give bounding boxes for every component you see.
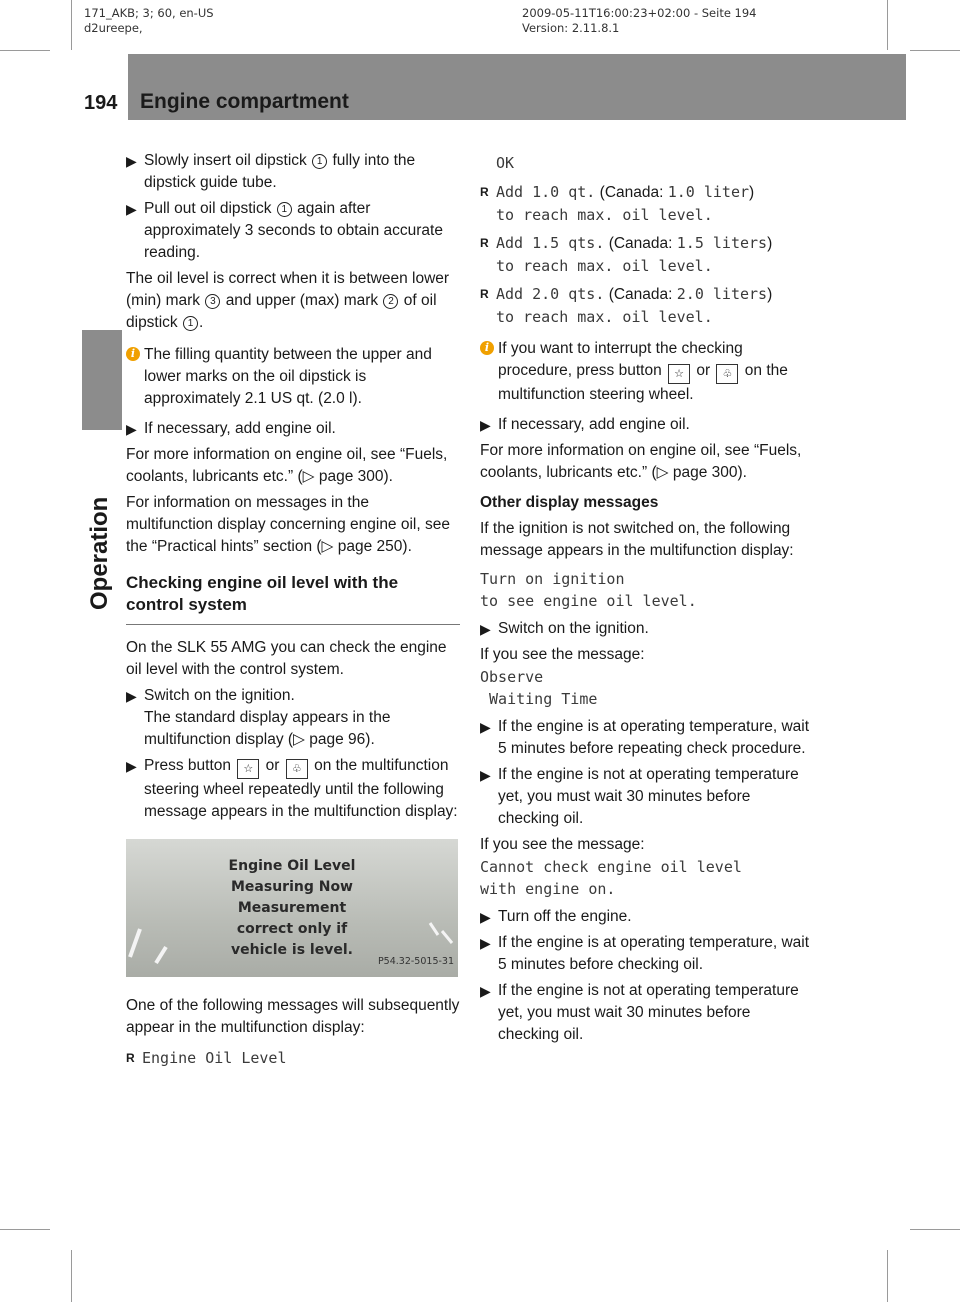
paragraph: One of the following messages will subsequently appear in the multifunction display: xyxy=(126,997,460,1036)
paragraph: For more information on engine oil, see “Fuels, coolants, lubricants etc.” (▷ page 300). xyxy=(126,446,448,485)
bullet-icon: R xyxy=(480,287,489,301)
arrow-icon: ▶ xyxy=(480,719,491,735)
arrow-icon: ▶ xyxy=(480,909,491,925)
star-button-icon: ☆ xyxy=(668,364,690,384)
display-line: correct only if xyxy=(236,921,348,937)
list-item: R Add 1.0 qt. (Canada: 1.0 liter) to reach max. oil level. xyxy=(480,183,755,224)
display-message: Observe Waiting Time xyxy=(480,668,598,708)
arrow-icon: ▶ xyxy=(126,201,137,217)
crop-mark xyxy=(71,0,72,50)
list-item: R Engine Oil Level xyxy=(126,1049,287,1067)
instruction-step: ▶ If the engine is not at operating temperature yet, you must wait 30 minutes before checking oil. xyxy=(480,766,799,827)
list-item: R Add 1.5 qts. (Canada: 1.5 liters) to reach max. oil level. xyxy=(480,234,773,275)
display-message: Cannot check engine oil level with engine on. xyxy=(480,858,742,898)
arrow-icon: ▶ xyxy=(126,421,137,437)
instruction-step: ▶ If the engine is not at operating temperature yet, you must wait 30 minutes before checking oil. xyxy=(480,982,799,1043)
list-item-continued: OK xyxy=(496,154,515,172)
instruction-step: ▶ If the engine is at operating temperature, wait 5 minutes before checking oil. xyxy=(480,934,810,973)
instruction-step: ▶ If necessary, add engine oil. xyxy=(480,414,814,436)
crop-mark xyxy=(910,50,960,51)
print-meta-right xyxy=(522,6,757,36)
crop-mark xyxy=(910,1229,960,1230)
arrow-icon: ▶ xyxy=(480,983,491,999)
crop-mark xyxy=(887,0,888,50)
meta-line: d2ureepe, xyxy=(84,21,143,35)
crop-mark xyxy=(71,1250,72,1302)
crop-mark xyxy=(887,1250,888,1302)
paragraph: For information on messages in the multifunction display concerning engine oil, see the “Practical hints” section (▷ page 250). xyxy=(126,494,450,555)
callout-number: 2 xyxy=(383,294,398,309)
display-line: vehicle is level. xyxy=(231,942,353,958)
arrow-icon: ▶ xyxy=(480,621,491,637)
paragraph: If you see the message: xyxy=(480,646,645,663)
image-code: P54.32-5015-31 xyxy=(377,956,454,967)
subsection-heading: Other display messages xyxy=(480,494,659,511)
info-icon: i xyxy=(480,341,494,355)
column-left xyxy=(126,150,460,1076)
crop-mark xyxy=(0,50,50,51)
bullet-icon: R xyxy=(480,236,489,250)
sidebar-label: Operation xyxy=(86,496,113,610)
callout-number: 1 xyxy=(277,202,292,217)
display-line: Engine Oil Level xyxy=(228,858,356,874)
callout-number: 1 xyxy=(183,316,198,331)
instruction-step: ▶ Switch on the ignition. xyxy=(480,618,814,640)
instruction-step: ▶ Switch on the ignition. The standard display appears in the multifunction display (▷ page 96). xyxy=(126,687,391,748)
display-message: Turn on ignition to see engine oil level. xyxy=(480,570,697,610)
arrow-icon: ▶ xyxy=(480,767,491,783)
club-button-icon: ♧ xyxy=(286,759,308,779)
section-header xyxy=(128,54,906,120)
meta-line: 2009-05-11T16:00:23+02:00 - Seite 194 xyxy=(522,6,757,20)
info-icon: i xyxy=(126,347,140,361)
paragraph: The oil level is correct when it is between lower (min) mark 3 and upper (max) mark 2 of oil dipstick 1 . xyxy=(126,270,450,331)
instruction-step: ▶ Pull out oil dipstick 1 again after approximately 3 seconds to obtain accurate reading. xyxy=(126,200,443,261)
display-line: Measuring Now xyxy=(230,879,353,895)
arrow-icon: ▶ xyxy=(480,935,491,951)
subsection-heading: Checking engine oil level with the control system xyxy=(126,572,460,625)
meta-line: 171_AKB; 3; 60, en-US xyxy=(84,6,214,20)
arrow-icon: ▶ xyxy=(126,153,137,169)
instruction-step: ▶ Slowly insert oil dipstick 1 fully into the dipstick guide tube. xyxy=(126,152,416,191)
arrow-icon: ▶ xyxy=(126,758,137,774)
arrow-icon: ▶ xyxy=(126,688,137,704)
paragraph: If the ignition is not switched on, the following message appears in the multifunction display: xyxy=(480,520,794,559)
list-item: R Add 2.0 qts. (Canada: 2.0 liters) to reach max. oil level. xyxy=(480,285,773,326)
instruction-step: ▶ Turn off the engine. xyxy=(480,906,814,928)
info-note: i The filling quantity between the upper and lower marks on the oil dipstick is approximately 2.1 US qt. (2.0 l). xyxy=(126,344,460,410)
page-number: 194 xyxy=(84,92,118,114)
callout-number: 1 xyxy=(312,154,327,169)
instruction-step: ▶ Press button ☆ or ♧ on the multifunction steering wheel repeatedly until the following message appears in the multifunction display: xyxy=(126,757,458,820)
info-note: i If you want to interrupt the checking procedure, press button ☆ or ♧ on the multifunction steering wheel. xyxy=(480,338,814,406)
paragraph: For more information on engine oil, see “Fuels, coolants, lubricants etc.” (▷ page 300). xyxy=(480,442,802,481)
display-line: Measurement xyxy=(237,900,347,916)
paragraph: On the SLK 55 AMG you can check the engine oil level with the control system. xyxy=(126,639,447,678)
bullet-icon: R xyxy=(480,185,489,199)
bullet-icon: R xyxy=(126,1051,135,1065)
column-right xyxy=(480,150,814,1050)
callout-number: 3 xyxy=(205,294,220,309)
paragraph: If you see the message: xyxy=(480,836,645,853)
instruction-step: ▶ If the engine is at operating temperature, wait 5 minutes before repeating check procedure. xyxy=(480,718,810,757)
arrow-icon: ▶ xyxy=(480,417,491,433)
print-meta-left xyxy=(84,6,214,36)
crop-mark xyxy=(0,1229,50,1230)
meta-line: Version: 2.11.8.1 xyxy=(522,21,620,35)
sidebar xyxy=(82,120,122,1230)
club-button-icon: ♧ xyxy=(716,364,738,384)
instruction-step: ▶ If necessary, add engine oil. xyxy=(126,418,460,440)
multifunction-display-image xyxy=(126,839,458,977)
sidebar-tab xyxy=(82,330,122,430)
section-title: Engine compartment xyxy=(140,90,349,113)
star-button-icon: ☆ xyxy=(237,759,259,779)
